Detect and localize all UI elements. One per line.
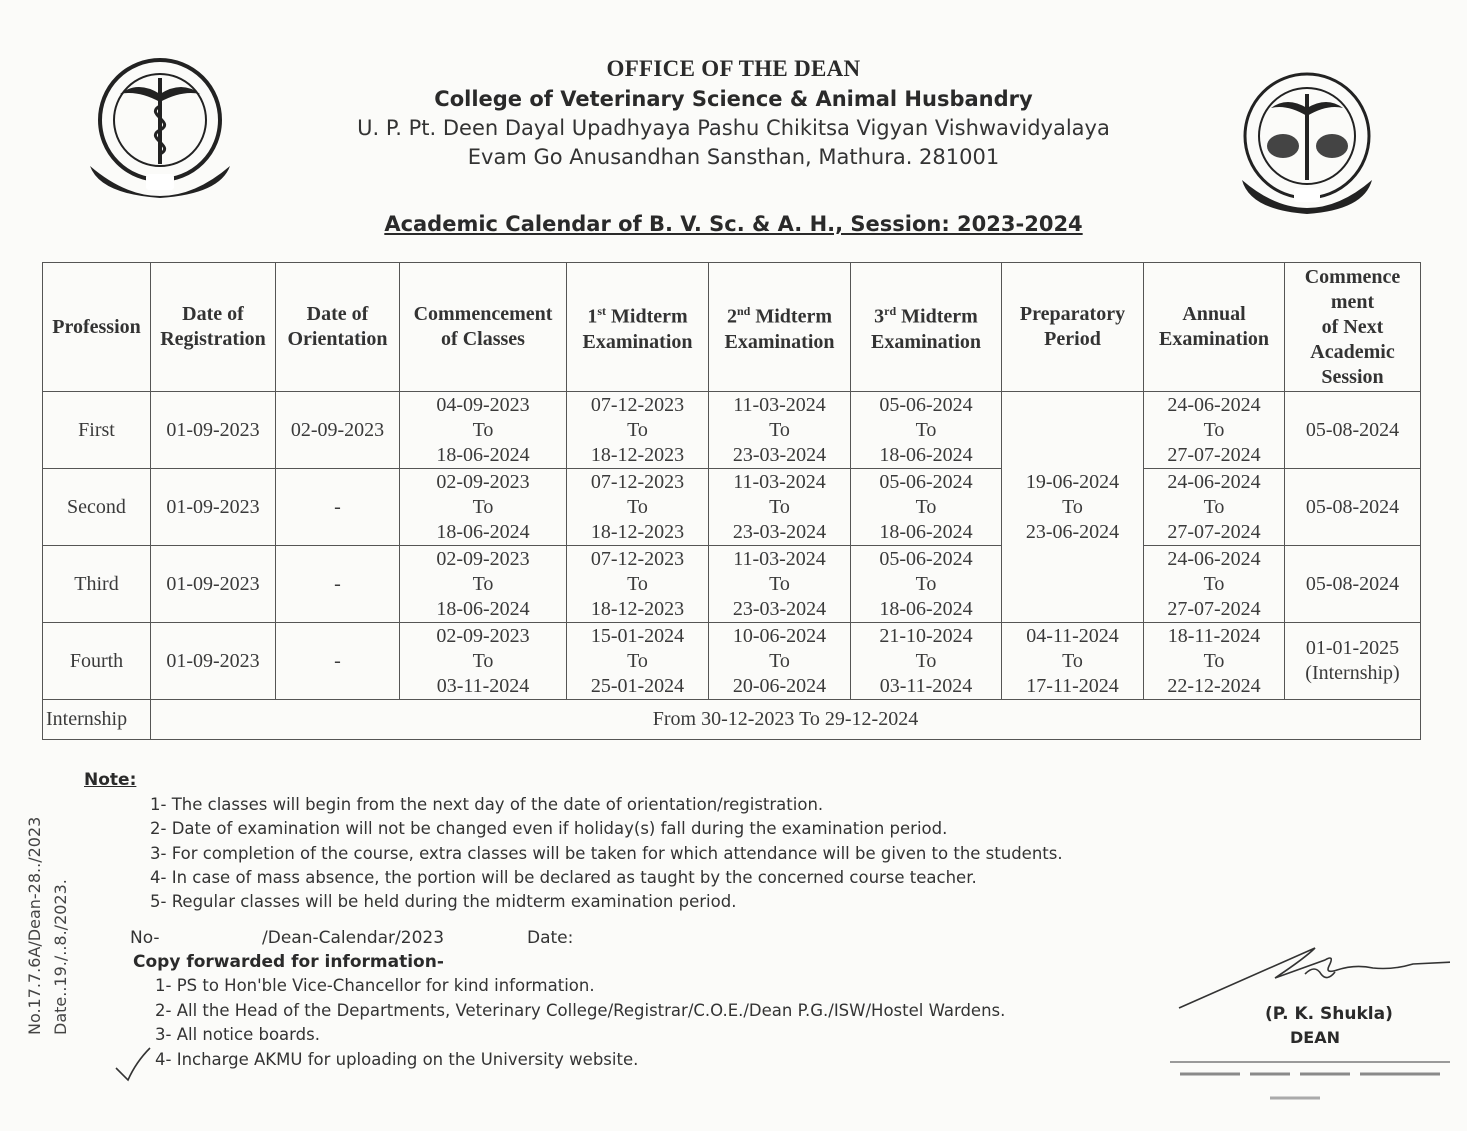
cell-profession: Second (43, 469, 151, 546)
cell-registration: 01-09-2023 (151, 623, 276, 700)
tick-mark-icon (112, 1044, 154, 1082)
list-item: 4- In case of mass absence, the portion will be declared as taught by the concerned course teacher. (150, 867, 977, 887)
cell-orientation: - (276, 469, 400, 546)
cell-midterm-1: 15-01-2024 To 25-01-2024 (567, 623, 709, 700)
list-item: 1- PS to Hon'ble Vice-Chancellor for kind information. (155, 976, 595, 995)
cell-midterm-3: 05-06-2024 To 18-06-2024 (851, 392, 1002, 469)
table-header-row (43, 263, 1421, 392)
header-midterm-1: 1st Midterm Examination (567, 263, 709, 392)
letterhead (0, 56, 1467, 169)
cell-annual: 24-06-2024 To 27-07-2024 (1144, 546, 1285, 623)
header-orientation: Date of Orientation (276, 263, 400, 392)
dispatch-number: No.17.7.6A/Dean-28../2023 (25, 816, 44, 1035)
cell-annual: 24-06-2024 To 27-07-2024 (1144, 392, 1285, 469)
cell-internship-period: From 30-12-2023 To 29-12-2024 (151, 700, 1421, 740)
cell-midterm-3: 05-06-2024 To 18-06-2024 (851, 469, 1002, 546)
signatory-title: DEAN (1290, 1028, 1340, 1047)
calendar-title-text: Academic Calendar of B. V. Sc. & A. H., Session: 2023-2024 (384, 212, 1083, 236)
header-midterm-3: 3rd Midterm Examination (851, 263, 1002, 392)
official-stamp-icon (1160, 1054, 1460, 1114)
cell-next-session: 05-08-2024 (1285, 546, 1421, 623)
internship-row (43, 700, 1421, 740)
cell-midterm-2: 11-03-2024 To 23-03-2024 (709, 392, 851, 469)
copy-list (155, 974, 1005, 1072)
reference-date-label: Date: (527, 928, 574, 948)
academic-calendar-table (42, 262, 1421, 740)
header-midterm-2: 2nd Midterm Examination (709, 263, 851, 392)
header-registration: Date of Registration (151, 263, 276, 392)
university-address: Evam Go Anusandhan Sansthan, Mathura. 281001 (467, 145, 1000, 169)
cell-commencement: 02-09-2023 To 03-11-2024 (400, 623, 567, 700)
header-annual: Annual Examination (1144, 263, 1285, 392)
reference-path: /Dean-Calendar/2023 (262, 928, 445, 948)
header-profession: Profession (43, 263, 151, 392)
cell-next-session: 05-08-2024 (1285, 469, 1421, 546)
cell-registration: 01-09-2023 (151, 392, 276, 469)
cell-midterm-1: 07-12-2023 To 18-12-2023 (567, 546, 709, 623)
table-row (43, 623, 1421, 700)
cell-profession: Third (43, 546, 151, 623)
cell-next-session: 01-01-2025 (Internship) (1285, 623, 1421, 700)
cell-midterm-2: 11-03-2024 To 23-03-2024 (709, 469, 851, 546)
list-item: 1- The classes will begin from the next day of the date of orientation/registration. (150, 795, 824, 814)
cell-preparatory: 04-11-2024 To 17-11-2024 (1002, 623, 1144, 700)
signatory-name: (P. K. Shukla) (1265, 1004, 1393, 1024)
cell-midterm-3: 21-10-2024 To 03-11-2024 (851, 623, 1002, 700)
table-row (43, 392, 1421, 469)
cell-commencement: 02-09-2023 To 18-06-2024 (400, 469, 567, 546)
cell-midterm-1: 07-12-2023 To 18-12-2023 (567, 469, 709, 546)
cell-next-session: 05-08-2024 (1285, 392, 1421, 469)
cell-commencement: 02-09-2023 To 18-06-2024 (400, 546, 567, 623)
cell-annual: 18-11-2024 To 22-12-2024 (1144, 623, 1285, 700)
calendar-title (0, 212, 1467, 236)
cell-profession: First (43, 392, 151, 469)
header-commencement: Commencement of Classes (400, 263, 567, 392)
cell-midterm-2: 11-03-2024 To 23-03-2024 (709, 546, 851, 623)
list-item: 4- Incharge AKMU for uploading on the University website. (155, 1049, 639, 1069)
dispatch-note (22, 745, 82, 1035)
list-item: 2- Date of examination will not be changed even if holiday(s) fall during the examination period. (150, 819, 948, 839)
cell-orientation: - (276, 623, 400, 700)
handwritten-signature-icon (1175, 938, 1450, 1014)
cell-midterm-1: 07-12-2023 To 18-12-2023 (567, 392, 709, 469)
dispatch-date: Date..19./..8./2023. (51, 879, 70, 1035)
cell-profession: Fourth (43, 623, 151, 700)
cell-midterm-2: 10-06-2024 To 20-06-2024 (709, 623, 851, 700)
cell-registration: 01-09-2023 (151, 546, 276, 623)
cell-orientation: - (276, 546, 400, 623)
cell-commencement: 04-09-2023 To 18-06-2024 (400, 392, 567, 469)
college-name: College of Veterinary Science & Animal Husbandry (434, 87, 1033, 111)
cell-orientation: 02-09-2023 (276, 392, 400, 469)
cell-internship-label: Internship (43, 700, 151, 740)
list-item: 2- All the Head of the Departments, Veterinary College/Registrar/C.O.E./Dean P.G./ISW/Hostel Wardens. (155, 1000, 1006, 1020)
list-item: 5- Regular classes will be held during the midterm examination period. (150, 892, 737, 912)
reference-number-label: No- (130, 928, 160, 948)
university-name: U. P. Pt. Deen Dayal Upadhyaya Pashu Chikitsa Vigyan Vishwavidyalaya (357, 116, 1110, 140)
header-preparatory: Preparatory Period (1002, 263, 1144, 392)
cell-registration: 01-09-2023 (151, 469, 276, 546)
header-next-session: Commence ment of Next Academic Session (1285, 263, 1421, 392)
table-row (43, 546, 1421, 623)
notes-list (150, 793, 1063, 914)
table-row (43, 469, 1421, 546)
list-item: 3- For completion of the course, extra classes will be taken for which attendance will be given to the students. (150, 843, 1063, 863)
office-title: OFFICE OF THE DEAN (606, 56, 861, 81)
notes-heading: Note: (84, 770, 137, 790)
copy-heading: Copy forwarded for information- (133, 952, 444, 972)
cell-annual: 24-06-2024 To 27-07-2024 (1144, 469, 1285, 546)
list-item: 3- All notice boards. (155, 1025, 320, 1044)
cell-midterm-3: 05-06-2024 To 18-06-2024 (851, 546, 1002, 623)
cell-preparatory-shared: 19-06-2024 To 23-06-2024 (1002, 392, 1144, 623)
